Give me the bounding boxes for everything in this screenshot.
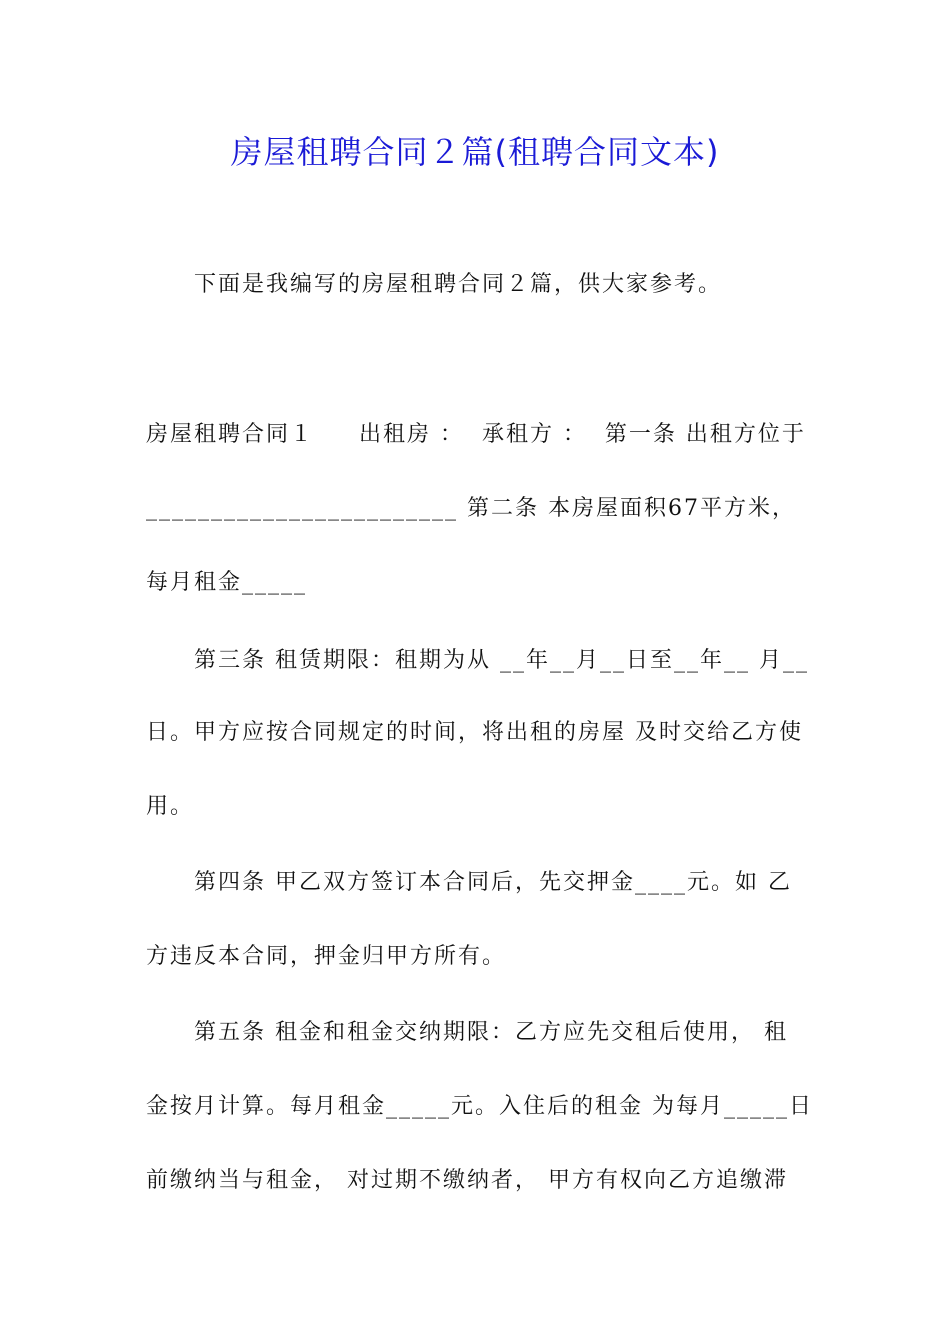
article-4-line-1: 第四条 甲乙双方签订本合同后，先交押金____元。如 乙 — [194, 870, 792, 895]
monthly-rent-line: 每月租金_____ — [146, 570, 308, 595]
contract-header-line: 房屋租聘合同１ 出租房 ： 承租方 ： 第一条 出租方位于 — [146, 422, 806, 447]
article-3-line-3: 用。 — [146, 794, 195, 819]
article-2-line: ________________________ 第二条 本房屋面积67平方米， — [146, 496, 796, 521]
article-3-line-1: 第三条 租赁期限：租期为从 __年__月__日至__年__ 月__ — [194, 648, 809, 673]
article-5-line-3: 前缴纳当与租金， 对过期不缴纳者， 甲方有权向乙方追缴滞 — [146, 1168, 788, 1193]
article-5-line-2: 金按月计算。每月租金_____元。入住后的租金 为每月_____日 — [146, 1094, 813, 1119]
document-title: 房屋租聘合同２篇(租聘合同文本) — [230, 133, 720, 171]
intro-paragraph: 下面是我编写的房屋租聘合同２篇，供大家参考。 — [194, 272, 723, 297]
article-4-line-2: 方违反本合同，押金归甲方所有。 — [146, 944, 507, 969]
article-3-line-2: 日。甲方应按合同规定的时间，将出租的房屋 及时交给乙方使 — [146, 720, 803, 745]
article-5-line-1: 第五条 租金和租金交纳期限：乙方应先交租后使用， 租 — [194, 1020, 788, 1045]
